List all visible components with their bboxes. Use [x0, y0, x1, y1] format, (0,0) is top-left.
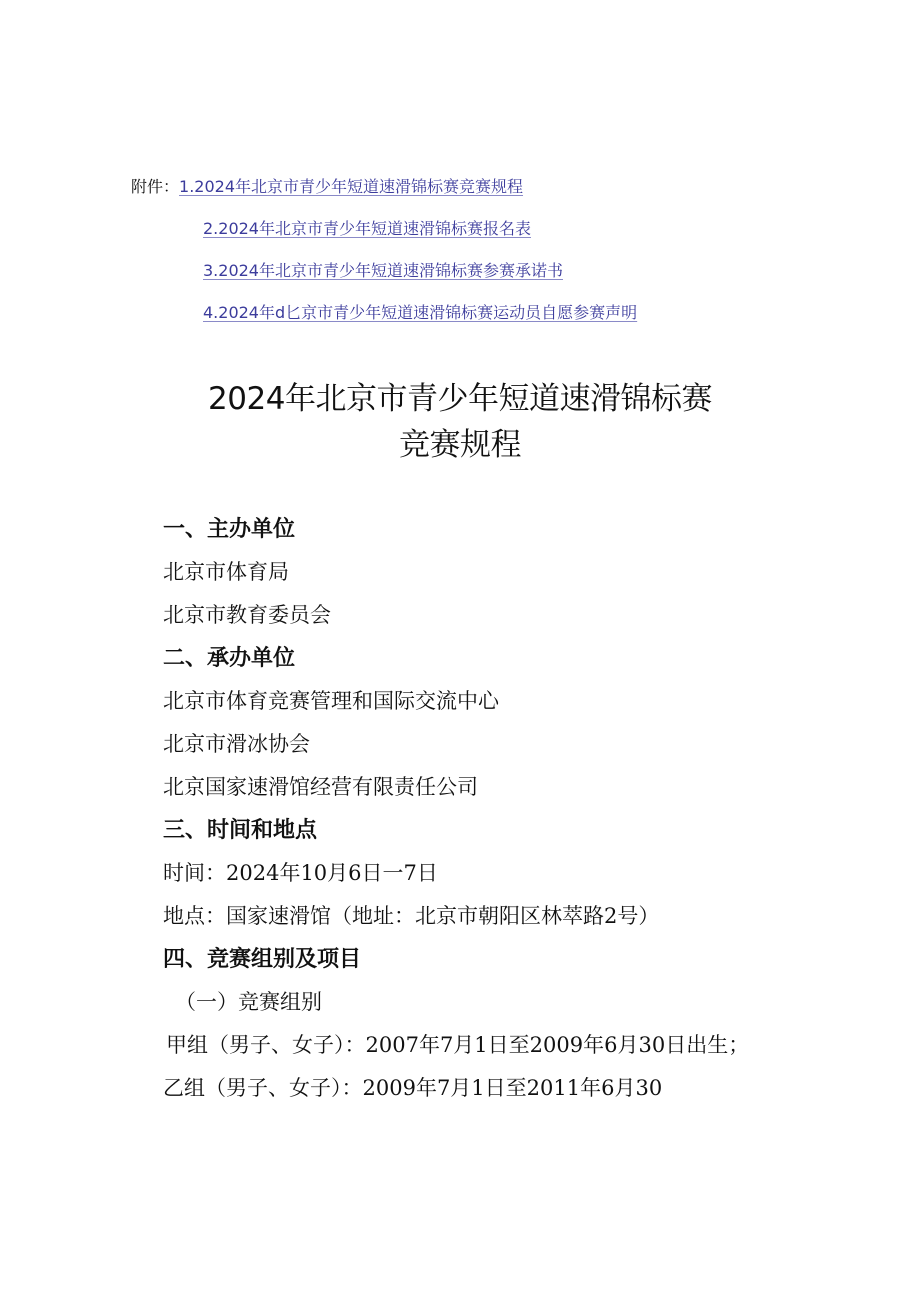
attachment-link-2[interactable]: 2.2024年北京市青少年短道速滑锦标赛报名表: [203, 219, 531, 238]
section-heading-host: 二、承办单位: [163, 646, 296, 671]
group-b-line: 乙组（男子、女子）：2009年7月1日至2011年6月30: [163, 1076, 663, 1100]
attachments-list: [131, 175, 831, 343]
subsection-heading-groups: （一）竞赛组别: [175, 990, 322, 1014]
place-line: 地点：国家速滑馆（地址：北京市朝阳区林萃路2号）: [163, 904, 660, 928]
document-body: [163, 508, 863, 1110]
attachment-link-1[interactable]: 1.2024年北京市青少年短道速滑锦标赛竞赛规程: [179, 177, 524, 196]
organizer-line-1: 北京市体育局: [163, 560, 289, 584]
attachment-line-2: [131, 217, 831, 259]
attachment-link-3[interactable]: 3.2024年北京市青少年短道速滑锦标赛参赛承诺书: [203, 261, 563, 280]
title-line-2: 竞赛规程: [399, 427, 521, 463]
group-a-line: 甲组（男子、女子）：2007年7月1日至2009年6月30日出生；: [166, 1033, 750, 1057]
organizer-line-2: 北京市教育委员会: [163, 603, 331, 627]
attachment-line-4: [131, 301, 831, 343]
host-line-3: 北京国家速滑馆经营有限责任公司: [163, 775, 478, 799]
section-heading-organizer: 一、主办单位: [163, 517, 296, 542]
attachments-label: 附件：: [131, 177, 180, 196]
host-line-1: 北京市体育竞赛管理和国际交流中心: [163, 689, 499, 713]
time-line: 时间：2024年10月6日一7日: [163, 861, 438, 885]
host-line-2: 北京市滑冰协会: [163, 732, 310, 756]
section-heading-groups-events: 四、竞赛组别及项目: [163, 947, 362, 972]
title-line-1: 2024年北京市青少年短道速滑锦标赛: [208, 381, 712, 417]
attachment-link-4[interactable]: 4.2024年d匕京市青少年短道速滑锦标赛运动员自愿参赛声明: [203, 303, 638, 322]
attachment-line-1: [131, 175, 831, 217]
attachment-line-3: [131, 259, 831, 301]
section-heading-time-place: 三、时间和地点: [163, 818, 318, 843]
document-title: [0, 376, 920, 468]
